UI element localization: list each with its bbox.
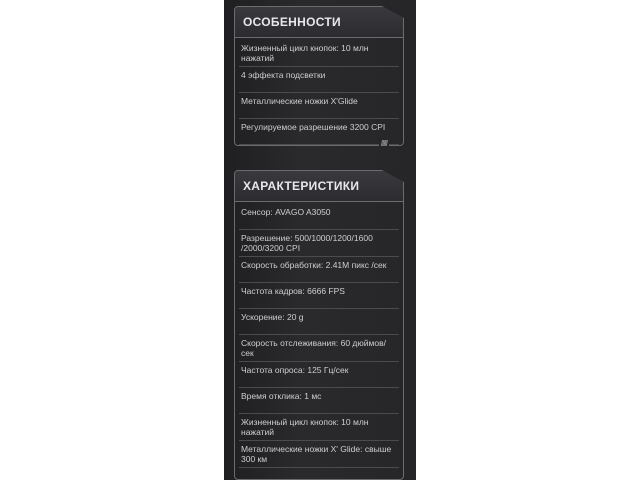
decorative-stripes: ///// [380, 139, 387, 148]
features-item-0: Жизненный цикл кнопок: 10 млн нажатий [239, 40, 399, 67]
features-item-2: Металлические ножки X'Glide [239, 93, 399, 119]
specs-section [234, 170, 404, 480]
features-title: ОСОБЕННОСТИ [243, 15, 341, 29]
product-spec-panel [224, 0, 416, 480]
specs-title: ХАРАКТЕРИСТИКИ [243, 179, 360, 193]
specs-item-8: Жизненный цикл кнопок: 10 млн нажатий [239, 414, 399, 441]
specs-item-2: Скорость обработки: 2.41M пикс /сек [239, 257, 399, 283]
specs-item-4: Ускорение: 20 g [239, 309, 399, 335]
specs-header [235, 171, 403, 202]
header-corner-notch [382, 170, 404, 182]
features-item-3: Регулируемое разрешение 3200 CPI [239, 119, 399, 145]
features-item-1: 4 эффекта подсветки [239, 67, 399, 93]
specs-item-6: Частота опроса: 125 Гц/сек [239, 362, 399, 388]
specs-list [235, 202, 403, 468]
specs-item-5: Скорость отслеживания: 60 дюймов/сек [239, 335, 399, 362]
features-section [234, 6, 404, 146]
specs-item-0: Сенсор: AVAGO A3050 [239, 204, 399, 230]
specs-item-9: Металлические ножки X' Glide: свыше 300 км [239, 441, 399, 468]
header-corner-notch [382, 6, 404, 18]
features-header [235, 7, 403, 38]
specs-item-3: Частота кадров: 6666 FPS [239, 283, 399, 309]
specs-item-7: Время отклика: 1 мс [239, 388, 399, 414]
features-list [235, 38, 403, 145]
specs-item-1: Разрешение: 500/1000/1200/1600 /2000/3200 CPI [239, 230, 399, 257]
